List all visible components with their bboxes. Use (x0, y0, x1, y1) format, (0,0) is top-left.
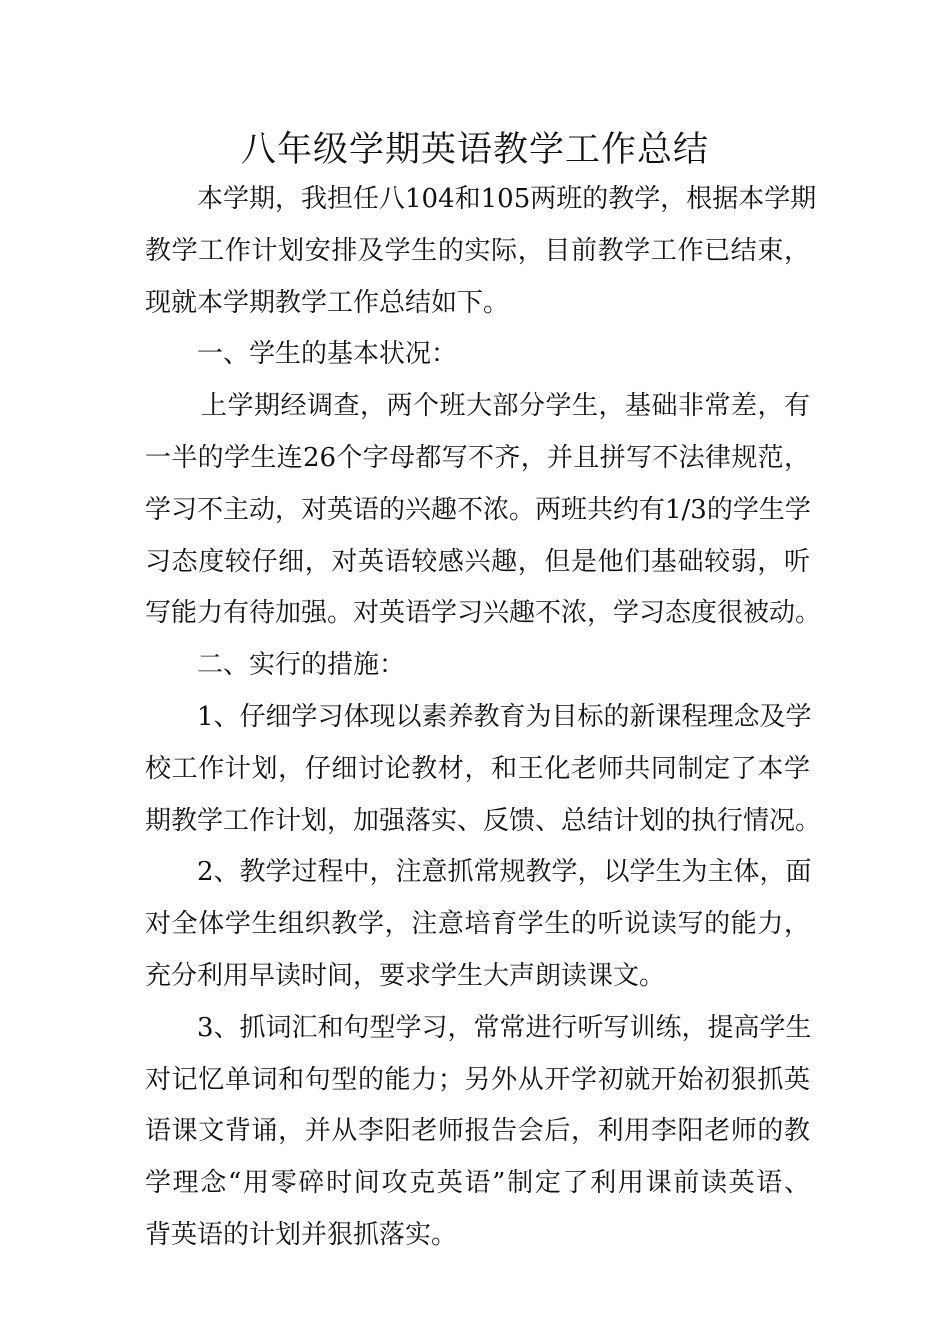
paragraph-line: 充分利用早读时间，要求学生大声朗读课文。 (145, 960, 666, 991)
paragraph-line: 教学工作计划安排及学生的实际，目前教学工作已结束， (145, 235, 810, 266)
paragraph-line: 上学期经调查，两个班大部分学生，基础非常差，有 (201, 391, 810, 422)
paragraph-line: 语课文背诵，并从李阳老师报告会后，利用李阳老师的教 (145, 1116, 810, 1147)
document-title: 八年级学期英语教学工作总结 (240, 130, 709, 170)
paragraph-line: 现就本学期教学工作总结如下。 (145, 287, 510, 318)
paragraph-line: 3、抓词汇和句型学习，常常进行听写训练，提高学生 (197, 1012, 812, 1043)
paragraph-line: 对全体学生组织教学，注意培育学生的听说读写的能力， (145, 909, 810, 940)
paragraph-line: 校工作计划，仔细讨论教材，和王化老师共同制定了本学 (145, 753, 810, 784)
paragraph-line: 期教学工作计划，加强落实、反馈、总结计划的执行情况。 (145, 805, 822, 836)
paragraph-line: 2、教学过程中，注意抓常规教学，以学生为主体，面 (197, 857, 812, 888)
paragraph-line: 学习不主动，对英语的兴趣不浓。两班共约有1/3的学生学 (145, 494, 811, 525)
paragraph-line: 一半的学生连26个字母都写不齐，并且拼写不法律规范， (145, 442, 810, 473)
paragraph-line: 写能力有待加强。对英语学习兴趣不浓，学习态度很被动。 (145, 598, 822, 629)
paragraph-line: 1、仔细学习体现以素养教育为目标的新课程理念及学 (197, 701, 812, 732)
paragraph-line: 背英语的计划并狠抓落实。 (145, 1219, 458, 1250)
paragraph-line: 对记忆单词和句型的能力；另外从开学初就开始初狠抓英 (145, 1064, 810, 1095)
paragraph-line: 学理念“用零碎时间攻克英语”制定了利用课前读英语、 (145, 1168, 810, 1199)
paragraph-line: 习态度较仔细，对英语较感兴趣，但是他们基础较弱，听 (145, 546, 810, 577)
section-heading: 二、实行的措施： (197, 650, 406, 681)
paragraph-line: 本学期，我担任八104和105两班的教学，根据本学期 (197, 184, 817, 214)
section-heading: 一、学生的基本状况： (197, 339, 458, 370)
document-body (145, 174, 822, 1262)
